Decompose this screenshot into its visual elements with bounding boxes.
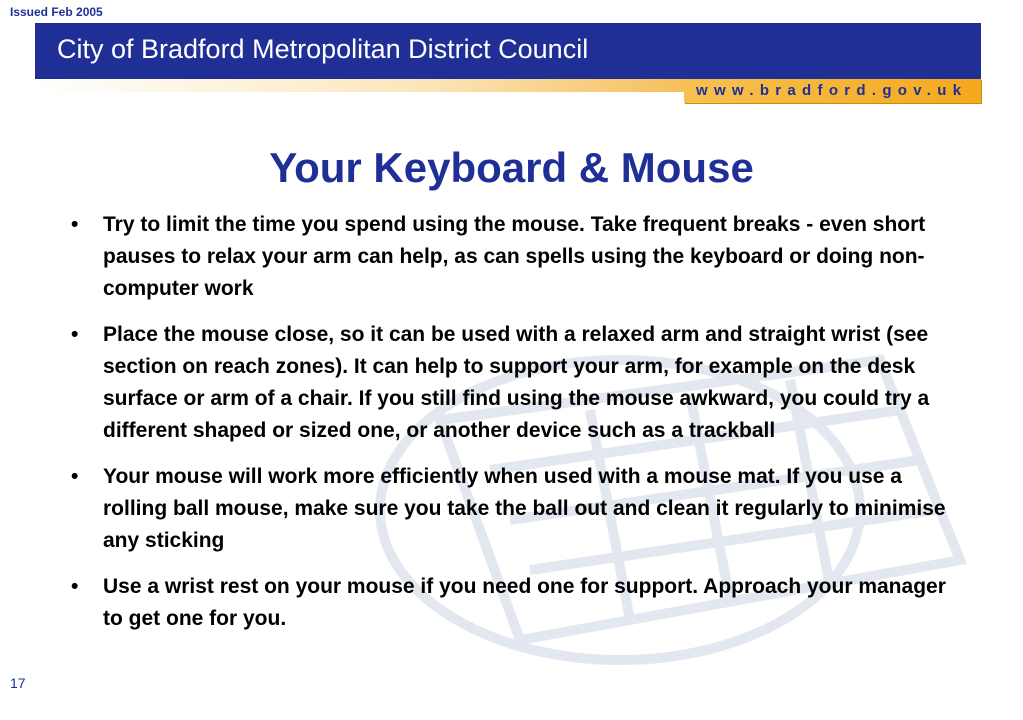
website-url-bar: [684, 79, 981, 103]
page-number: 17: [10, 675, 26, 691]
council-name: City of Bradford Metropolitan District Council: [57, 34, 589, 64]
bullet-text: Use a wrist rest on your mouse if you need one for support. Approach your manager to get one for you.: [103, 575, 946, 630]
bullet-dot-icon: •: [71, 323, 79, 346]
bullet-item: [69, 319, 964, 447]
bullet-text: Your mouse will work more efficiently when used with a mouse mat. If you use a rolling ball mouse, make sure you take the ball out and clean it regularly to minimise any sticking: [103, 465, 946, 552]
bullet-list: [69, 209, 964, 649]
slide-title: Your Keyboard & Mouse: [269, 144, 754, 191]
issued-date: Issued Feb 2005: [10, 5, 103, 19]
council-banner: [35, 23, 981, 79]
bullet-item: [69, 461, 964, 557]
bullet-item: [69, 209, 964, 305]
bullet-item: [69, 571, 964, 635]
bullet-dot-icon: •: [71, 213, 79, 236]
bullet-dot-icon: •: [71, 575, 79, 598]
bullet-text: Place the mouse close, so it can be used with a relaxed arm and straight wrist (see section on reach zones). It can help to support your arm, for example on the desk surface or arm of a chair. If you still find using the mouse awkward, you could try a different shaped or sized one, or another device such as a trackball: [103, 323, 930, 442]
bullet-text: Try to limit the time you spend using the mouse. Take frequent breaks - even short pauses to relax your arm can help, as can spells using the keyboard or doing non-computer work: [103, 213, 926, 300]
website-url: www.bradford.gov.uk: [696, 82, 968, 99]
bullet-dot-icon: •: [71, 465, 79, 488]
